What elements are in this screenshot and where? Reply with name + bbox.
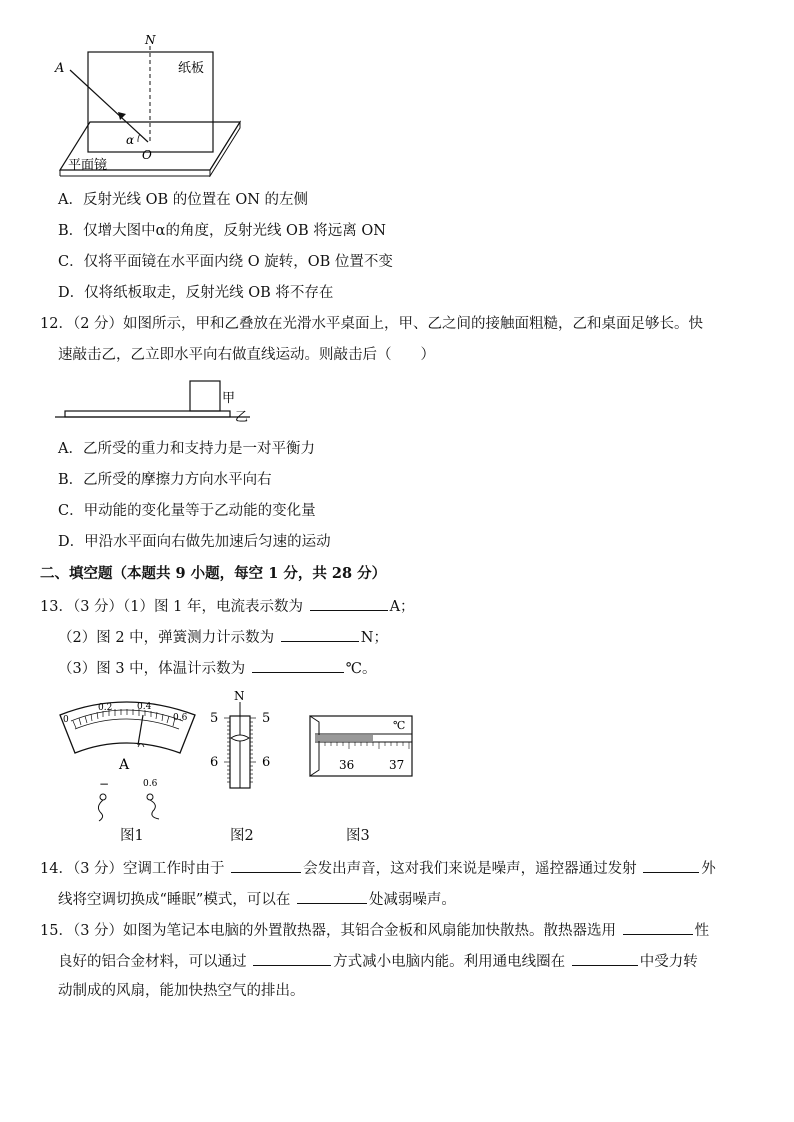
ammeter-unit: A <box>119 757 130 773</box>
spring-pointer <box>231 735 249 741</box>
spring-right-6: 6 <box>262 755 271 770</box>
q13-blank-1[interactable] <box>310 595 388 611</box>
q15-blank-3[interactable] <box>572 950 638 966</box>
q14-blank-1[interactable] <box>231 857 301 873</box>
q12-option-d: D．甲沿水平面向右做先加速后匀速的运动 <box>58 534 331 550</box>
section-heading: 二、填空题（本题共 9 小题，每空 1 分，共 28 分） <box>40 565 387 582</box>
label-paper-board: 纸板 <box>178 61 205 76</box>
thermometer-figure <box>305 712 420 782</box>
label-o: O <box>142 148 152 162</box>
q15-blank-1[interactable] <box>623 919 693 935</box>
spring-unit-n: N <box>234 689 245 703</box>
label-yi: 乙 <box>235 410 249 425</box>
fig1-caption: 图1 <box>120 828 144 844</box>
q13-part2: （2）图 2 中，弹簧测力计示数为 N； <box>58 626 388 648</box>
q11-option-b: B．仅增大图中α的角度，反射光线 OB 将远离 ON <box>58 223 386 239</box>
ammeter-terminal-left <box>100 794 106 800</box>
ammeter-scale-ticks <box>73 709 175 728</box>
mirror-reflection-figure <box>50 32 250 177</box>
thermometer-unit: ℃ <box>393 719 406 732</box>
ammeter-wire-right <box>150 800 159 819</box>
q12-option-a: A．乙所受的重力和支持力是一对平衡力 <box>58 441 315 457</box>
q14-line1: 14．（3 分）空调工作时由于 会发出声音，这对我们来说是噪声，遥控器通过发射 外 <box>40 857 716 879</box>
q11-option-d: D．仅将纸板取走，反射光线 OB 将不存在 <box>58 285 334 301</box>
ammeter-figure <box>55 695 205 845</box>
q14-blank-3[interactable] <box>297 888 367 904</box>
ammeter-terminal-neg: − <box>99 777 110 791</box>
fig3-caption: 图3 <box>346 828 370 844</box>
q15-line1: 15．（3 分）如图为笔记本电脑的外置散热器，其铝合金板和风扇能加快散热。散热器选用 性 <box>40 919 709 941</box>
q12-stem-line1: 12．（2 分）如图所示，甲和乙叠放在光滑水平桌面上，甲、乙之间的接触面粗糙，乙和桌面足够长。快 <box>40 316 704 332</box>
fig2-caption: 图2 <box>230 828 254 844</box>
ammeter-wire-left <box>98 800 103 821</box>
label-a: A <box>55 61 65 76</box>
label-plane-mirror: 平面镜 <box>68 158 108 173</box>
ammeter-tick-06: 0.6 <box>173 713 188 723</box>
ammeter-tick-04: 0.4 <box>137 702 152 712</box>
spring-right-5: 5 <box>262 711 271 726</box>
ammeter-tick-02: 0.2 <box>98 703 113 713</box>
q12-option-c: C．甲动能的变化量等于乙动能的变化量 <box>58 503 316 519</box>
label-n: N <box>145 33 156 47</box>
label-jia: 甲 <box>222 391 236 406</box>
q15-line2: 良好的铝合金材料，可以通过 方式减小电脑内能。利用通电线圈在 中受力转 <box>58 950 698 972</box>
q13-blank-2[interactable] <box>281 626 359 642</box>
board-yi <box>65 411 230 417</box>
q14-line2: 线将空调切换成“睡眠”模式，可以在 处减弱噪声。 <box>58 888 456 910</box>
thermometer-scale-ticks <box>319 742 409 749</box>
ammeter-tick-0: 0 <box>63 715 69 725</box>
block-jia <box>190 381 220 411</box>
q15-blank-2[interactable] <box>253 950 331 966</box>
q12-stem-line2: 速敲击乙，乙立即水平向右做直线运动。则敲击后（ ） <box>58 347 435 363</box>
q12-option-b: B．乙所受的摩擦力方向水平向右 <box>58 472 272 488</box>
q14-blank-2[interactable] <box>643 857 699 873</box>
q15-line3: 动制成的风扇，能加快热空气的排出。 <box>58 983 305 999</box>
spring-scale-figure <box>200 688 280 803</box>
q11-option-c: C．仅将平面镜在水平面内绕 O 旋转，OB 位置不变 <box>58 254 393 270</box>
thermometer-label-36: 36 <box>339 758 355 772</box>
spring-left-6: 6 <box>210 755 219 770</box>
incident-ray <box>70 70 148 142</box>
q11-option-a: A．反射光线 OB 的位置在 ON 的左侧 <box>58 192 309 208</box>
ammeter-terminal-right <box>147 794 153 800</box>
thermometer-label-37: 37 <box>389 758 405 772</box>
stacked-blocks-figure <box>55 375 255 425</box>
mercury-column <box>315 735 373 741</box>
q13-blank-3[interactable] <box>252 657 344 673</box>
q13-part1: 13．（3 分）（1）图 1 年，电流表示数为 A； <box>40 595 415 617</box>
label-alpha: α <box>126 133 135 147</box>
q13-part3: （3）图 3 中，体温计示数为 ℃。 <box>58 657 377 679</box>
spring-left-5: 5 <box>210 711 219 726</box>
ammeter-terminal-pos: 0.6 <box>143 779 158 789</box>
